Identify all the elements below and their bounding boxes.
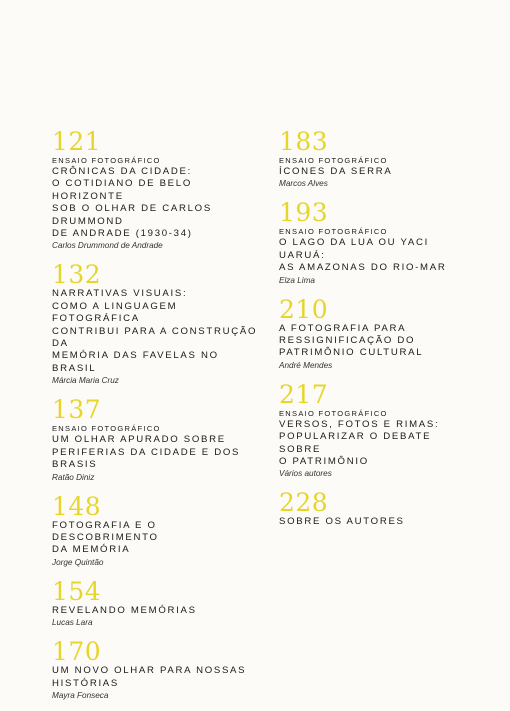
page-number: 193 (279, 198, 329, 228)
entry-author: Marcos Alves (279, 179, 328, 189)
section-kicker: ENSAIO FOTOGRÁFICO (52, 156, 161, 165)
entry-title: CRÔNICAS DA CIDADE: O COTIDIANO DE BELO HORIZONTE SOB O OLHAR DE CARLOS DRUMMOND DE ANDRADE (1930-34) (52, 166, 212, 240)
entry-title: NARRATIVAS VISUAIS: COMO A LINGUAGEM FOTOGRÁFICA CONTRIBUI PARA A CONSTRUÇÃO DA MEMÓRIA DAS FAVELAS NO BRASIL (52, 288, 258, 374)
toc-entry[interactable] (52, 493, 260, 568)
entry-author: Ratão Diniz (52, 472, 95, 482)
page-number: 154 (52, 576, 102, 606)
page-number: 148 (52, 491, 102, 521)
page-number: 183 (279, 127, 329, 156)
page-number: 217 (279, 379, 329, 409)
entry-author: Mayra Fonseca (52, 690, 109, 700)
entry-title: FOTOGRAFIA E O DESCOBRIMENTO DA MEMÓRIA (52, 519, 159, 556)
toc-left-column (52, 128, 260, 711)
toc-entry[interactable] (52, 396, 260, 482)
entry-title: UM OLHAR APURADO SOBRE PERIFERIAS DA CIDADE E DOS BRASIS (52, 434, 241, 471)
entry-title: UM NOVO OLHAR PARA NOSSAS HISTÓRIAS (52, 665, 247, 689)
toc-entry[interactable] (52, 578, 260, 628)
page-number: 170 (52, 637, 102, 667)
toc-entry[interactable] (279, 489, 459, 528)
entry-author: Elza Lima (279, 275, 315, 285)
toc-entry[interactable] (52, 261, 260, 386)
entry-author: Jorge Quintão (52, 557, 104, 567)
page-number: 228 (279, 488, 329, 518)
toc-entry[interactable] (279, 381, 459, 480)
toc-entry[interactable] (52, 128, 260, 251)
entry-title: VERSOS, FOTOS E RIMAS: POPULARIZAR O DEBATE SOBRE O PATRIMÔNIO (279, 418, 440, 468)
section-kicker: ENSAIO FOTOGRÁFICO (279, 227, 388, 237)
toc-entry[interactable] (279, 128, 459, 189)
section-kicker: ENSAIO FOTOGRÁFICO (279, 408, 388, 418)
section-kicker: ENSAIO FOTOGRÁFICO (279, 156, 388, 165)
toc-entry[interactable] (52, 638, 260, 701)
entry-author: Lucas Lara (52, 618, 93, 628)
page-number: 132 (52, 260, 102, 290)
toc-right-column (279, 128, 459, 539)
page-number: 137 (52, 395, 102, 425)
entry-title: REVELANDO MEMÓRIAS (52, 604, 197, 616)
entry-title: SOBRE OS AUTORES (279, 516, 405, 528)
page-number: 121 (52, 127, 102, 156)
entry-author: Carlos Drummond de Andrade (52, 241, 163, 251)
entry-title: O LAGO DA LUA OU YACI UARUÁ: AS AMAZONAS DO RIO-MAR (279, 237, 447, 274)
entry-author: Vários autores (279, 469, 332, 479)
entry-author: André Mendes (279, 360, 333, 370)
entry-author: Márcia Maria Cruz (52, 376, 119, 386)
section-kicker: ENSAIO FOTOGRÁFICO (52, 424, 161, 434)
entry-title: ÍCONES DA SERRA (279, 166, 393, 177)
page-number: 210 (279, 294, 329, 324)
toc-entry[interactable] (279, 199, 459, 285)
toc-entry[interactable] (279, 296, 459, 371)
entry-title: A FOTOGRAFIA PARA RESSIGNIFICAÇÃO DO PATRIMÔNIO CULTURAL (279, 322, 424, 359)
